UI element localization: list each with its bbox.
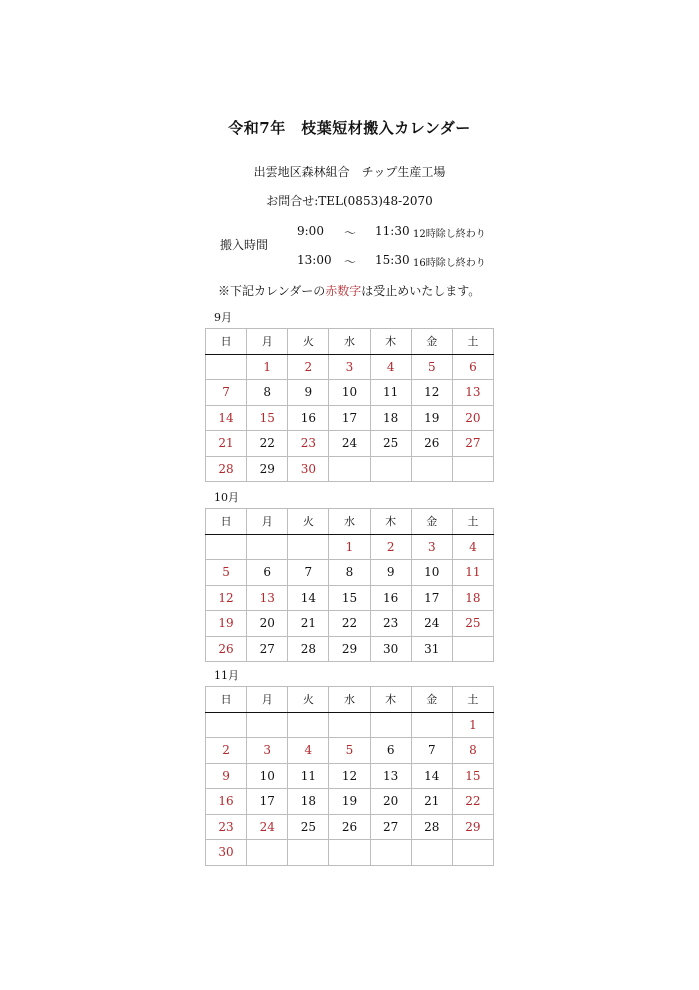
day-cell: 7 [206, 380, 247, 406]
week-row [206, 840, 494, 866]
notice-after: は受止めいたします。 [361, 284, 481, 298]
empty-cell [370, 456, 411, 482]
day-cell: 11 [370, 380, 411, 406]
empty-cell [411, 840, 452, 866]
day-cell: 25 [452, 611, 493, 637]
month-label-september: 9月 [214, 311, 232, 324]
day-cell: 21 [206, 431, 247, 457]
day-cell: 27 [452, 431, 493, 457]
day-cell: 23 [370, 611, 411, 637]
day-cell: 28 [288, 636, 329, 662]
day-cell: 17 [411, 585, 452, 611]
day-cell: 1 [247, 354, 288, 380]
week-row [206, 636, 494, 662]
day-cell: 10 [247, 763, 288, 789]
week-row [206, 354, 494, 380]
week-row [206, 789, 494, 815]
day-cell: 15 [452, 763, 493, 789]
week-row [206, 456, 494, 482]
weekday-header: 日 [206, 329, 247, 355]
week-row [206, 814, 494, 840]
day-cell: 3 [247, 738, 288, 764]
day-cell: 14 [288, 585, 329, 611]
day-cell: 5 [411, 354, 452, 380]
weekday-header: 水 [329, 687, 370, 713]
day-cell: 2 [288, 354, 329, 380]
empty-cell [247, 840, 288, 866]
week-row [206, 560, 494, 586]
day-cell: 8 [329, 560, 370, 586]
day-cell: 15 [329, 585, 370, 611]
day-cell: 4 [370, 354, 411, 380]
weekday-header: 土 [452, 687, 493, 713]
hours-end: 11:30 [375, 224, 410, 238]
day-cell: 8 [247, 380, 288, 406]
empty-cell [247, 712, 288, 738]
notice-text [218, 282, 480, 299]
day-cell: 15 [247, 405, 288, 431]
day-cell: 20 [247, 611, 288, 637]
day-cell: 21 [411, 789, 452, 815]
day-cell: 29 [247, 456, 288, 482]
day-cell: 27 [370, 814, 411, 840]
weekday-header-row [206, 329, 494, 355]
day-cell: 17 [247, 789, 288, 815]
weekday-header: 木 [370, 329, 411, 355]
day-cell: 8 [452, 738, 493, 764]
day-cell: 16 [206, 789, 247, 815]
weekday-header: 日 [206, 687, 247, 713]
day-cell: 9 [370, 560, 411, 586]
week-row [206, 380, 494, 406]
day-cell: 9 [206, 763, 247, 789]
day-cell: 27 [247, 636, 288, 662]
day-cell: 18 [370, 405, 411, 431]
week-row [206, 763, 494, 789]
calendar-september [205, 328, 494, 482]
weekday-header-row [206, 509, 494, 535]
empty-cell [288, 840, 329, 866]
hours-start: 13:00 [297, 253, 332, 267]
weekday-header: 日 [206, 509, 247, 535]
day-cell: 2 [370, 534, 411, 560]
day-cell: 21 [288, 611, 329, 637]
weekday-header: 水 [329, 329, 370, 355]
empty-cell [288, 712, 329, 738]
day-cell: 30 [370, 636, 411, 662]
empty-cell [206, 534, 247, 560]
day-cell: 20 [370, 789, 411, 815]
notice-highlight: 赤数字 [325, 284, 362, 298]
day-cell: 25 [288, 814, 329, 840]
day-cell: 25 [370, 431, 411, 457]
day-cell: 14 [206, 405, 247, 431]
day-cell: 23 [288, 431, 329, 457]
day-cell: 12 [329, 763, 370, 789]
weekday-header: 月 [247, 687, 288, 713]
day-cell: 5 [329, 738, 370, 764]
empty-cell [288, 534, 329, 560]
day-cell: 19 [206, 611, 247, 637]
day-cell: 26 [206, 636, 247, 662]
weekday-header: 金 [411, 509, 452, 535]
day-cell: 3 [329, 354, 370, 380]
day-cell: 22 [329, 611, 370, 637]
day-cell: 10 [329, 380, 370, 406]
day-cell: 1 [329, 534, 370, 560]
hours-tilde: ～ [344, 255, 357, 269]
week-row [206, 585, 494, 611]
day-cell: 18 [452, 585, 493, 611]
day-cell: 12 [206, 585, 247, 611]
day-cell: 26 [411, 431, 452, 457]
day-cell: 5 [206, 560, 247, 586]
day-cell: 4 [288, 738, 329, 764]
hours-tilde: ～ [344, 226, 357, 240]
day-cell: 22 [247, 431, 288, 457]
empty-cell [329, 456, 370, 482]
contact-phone: お問合せ:TEL(0853)48-2070 [266, 194, 433, 208]
weekday-header: 土 [452, 509, 493, 535]
day-cell: 11 [452, 560, 493, 586]
notice-before: ※下記カレンダーの [218, 284, 326, 298]
day-cell: 7 [288, 560, 329, 586]
day-cell: 11 [288, 763, 329, 789]
week-row [206, 405, 494, 431]
weekday-header: 木 [370, 687, 411, 713]
week-row [206, 712, 494, 738]
day-cell: 13 [370, 763, 411, 789]
day-cell: 26 [329, 814, 370, 840]
weekday-header: 土 [452, 329, 493, 355]
week-row [206, 534, 494, 560]
day-cell: 17 [329, 405, 370, 431]
day-cell: 4 [452, 534, 493, 560]
weekday-header-row [206, 687, 494, 713]
weekday-header: 水 [329, 509, 370, 535]
hours-note: 12時除し終わり [413, 229, 486, 240]
day-cell: 19 [329, 789, 370, 815]
day-cell: 24 [247, 814, 288, 840]
day-cell: 2 [206, 738, 247, 764]
week-row [206, 611, 494, 637]
weekday-header: 金 [411, 687, 452, 713]
day-cell: 6 [452, 354, 493, 380]
day-cell: 18 [288, 789, 329, 815]
day-cell: 16 [370, 585, 411, 611]
day-cell: 1 [452, 712, 493, 738]
hours-note: 16時除し終わり [413, 258, 486, 269]
calendar-october [205, 508, 494, 662]
day-cell: 10 [411, 560, 452, 586]
month-label-november: 11月 [214, 669, 239, 682]
day-cell: 30 [288, 456, 329, 482]
hours-start: 9:00 [297, 224, 324, 238]
day-cell: 28 [411, 814, 452, 840]
empty-cell [411, 712, 452, 738]
hours-end: 15:30 [375, 253, 410, 267]
day-cell: 12 [411, 380, 452, 406]
day-cell: 7 [411, 738, 452, 764]
weekday-header: 火 [288, 687, 329, 713]
day-cell: 24 [411, 611, 452, 637]
day-cell: 6 [247, 560, 288, 586]
weekday-header: 火 [288, 329, 329, 355]
day-cell: 29 [329, 636, 370, 662]
day-cell: 16 [288, 405, 329, 431]
empty-cell [411, 456, 452, 482]
weekday-header: 金 [411, 329, 452, 355]
empty-cell [452, 456, 493, 482]
empty-cell [452, 840, 493, 866]
day-cell: 19 [411, 405, 452, 431]
week-row [206, 738, 494, 764]
day-cell: 31 [411, 636, 452, 662]
day-cell: 13 [247, 585, 288, 611]
day-cell: 6 [370, 738, 411, 764]
empty-cell [247, 534, 288, 560]
month-label-october: 10月 [214, 491, 239, 504]
day-cell: 23 [206, 814, 247, 840]
empty-cell [329, 712, 370, 738]
empty-cell [206, 712, 247, 738]
weekday-header: 月 [247, 509, 288, 535]
day-cell: 9 [288, 380, 329, 406]
day-cell: 28 [206, 456, 247, 482]
day-cell: 22 [452, 789, 493, 815]
page-title: 令和7年 枝葉短材搬入カレンダー [228, 119, 471, 137]
week-row [206, 431, 494, 457]
day-cell: 14 [411, 763, 452, 789]
empty-cell [329, 840, 370, 866]
day-cell: 24 [329, 431, 370, 457]
empty-cell [370, 712, 411, 738]
weekday-header: 月 [247, 329, 288, 355]
day-cell: 30 [206, 840, 247, 866]
day-cell: 20 [452, 405, 493, 431]
calendar-november [205, 686, 494, 866]
weekday-header: 木 [370, 509, 411, 535]
empty-cell [206, 354, 247, 380]
empty-cell [370, 840, 411, 866]
hours-label: 搬入時間 [220, 238, 269, 252]
day-cell: 3 [411, 534, 452, 560]
day-cell: 29 [452, 814, 493, 840]
day-cell: 13 [452, 380, 493, 406]
organization-name: 出雲地区森林組合 チップ生産工場 [253, 165, 446, 179]
weekday-header: 火 [288, 509, 329, 535]
empty-cell [452, 636, 493, 662]
